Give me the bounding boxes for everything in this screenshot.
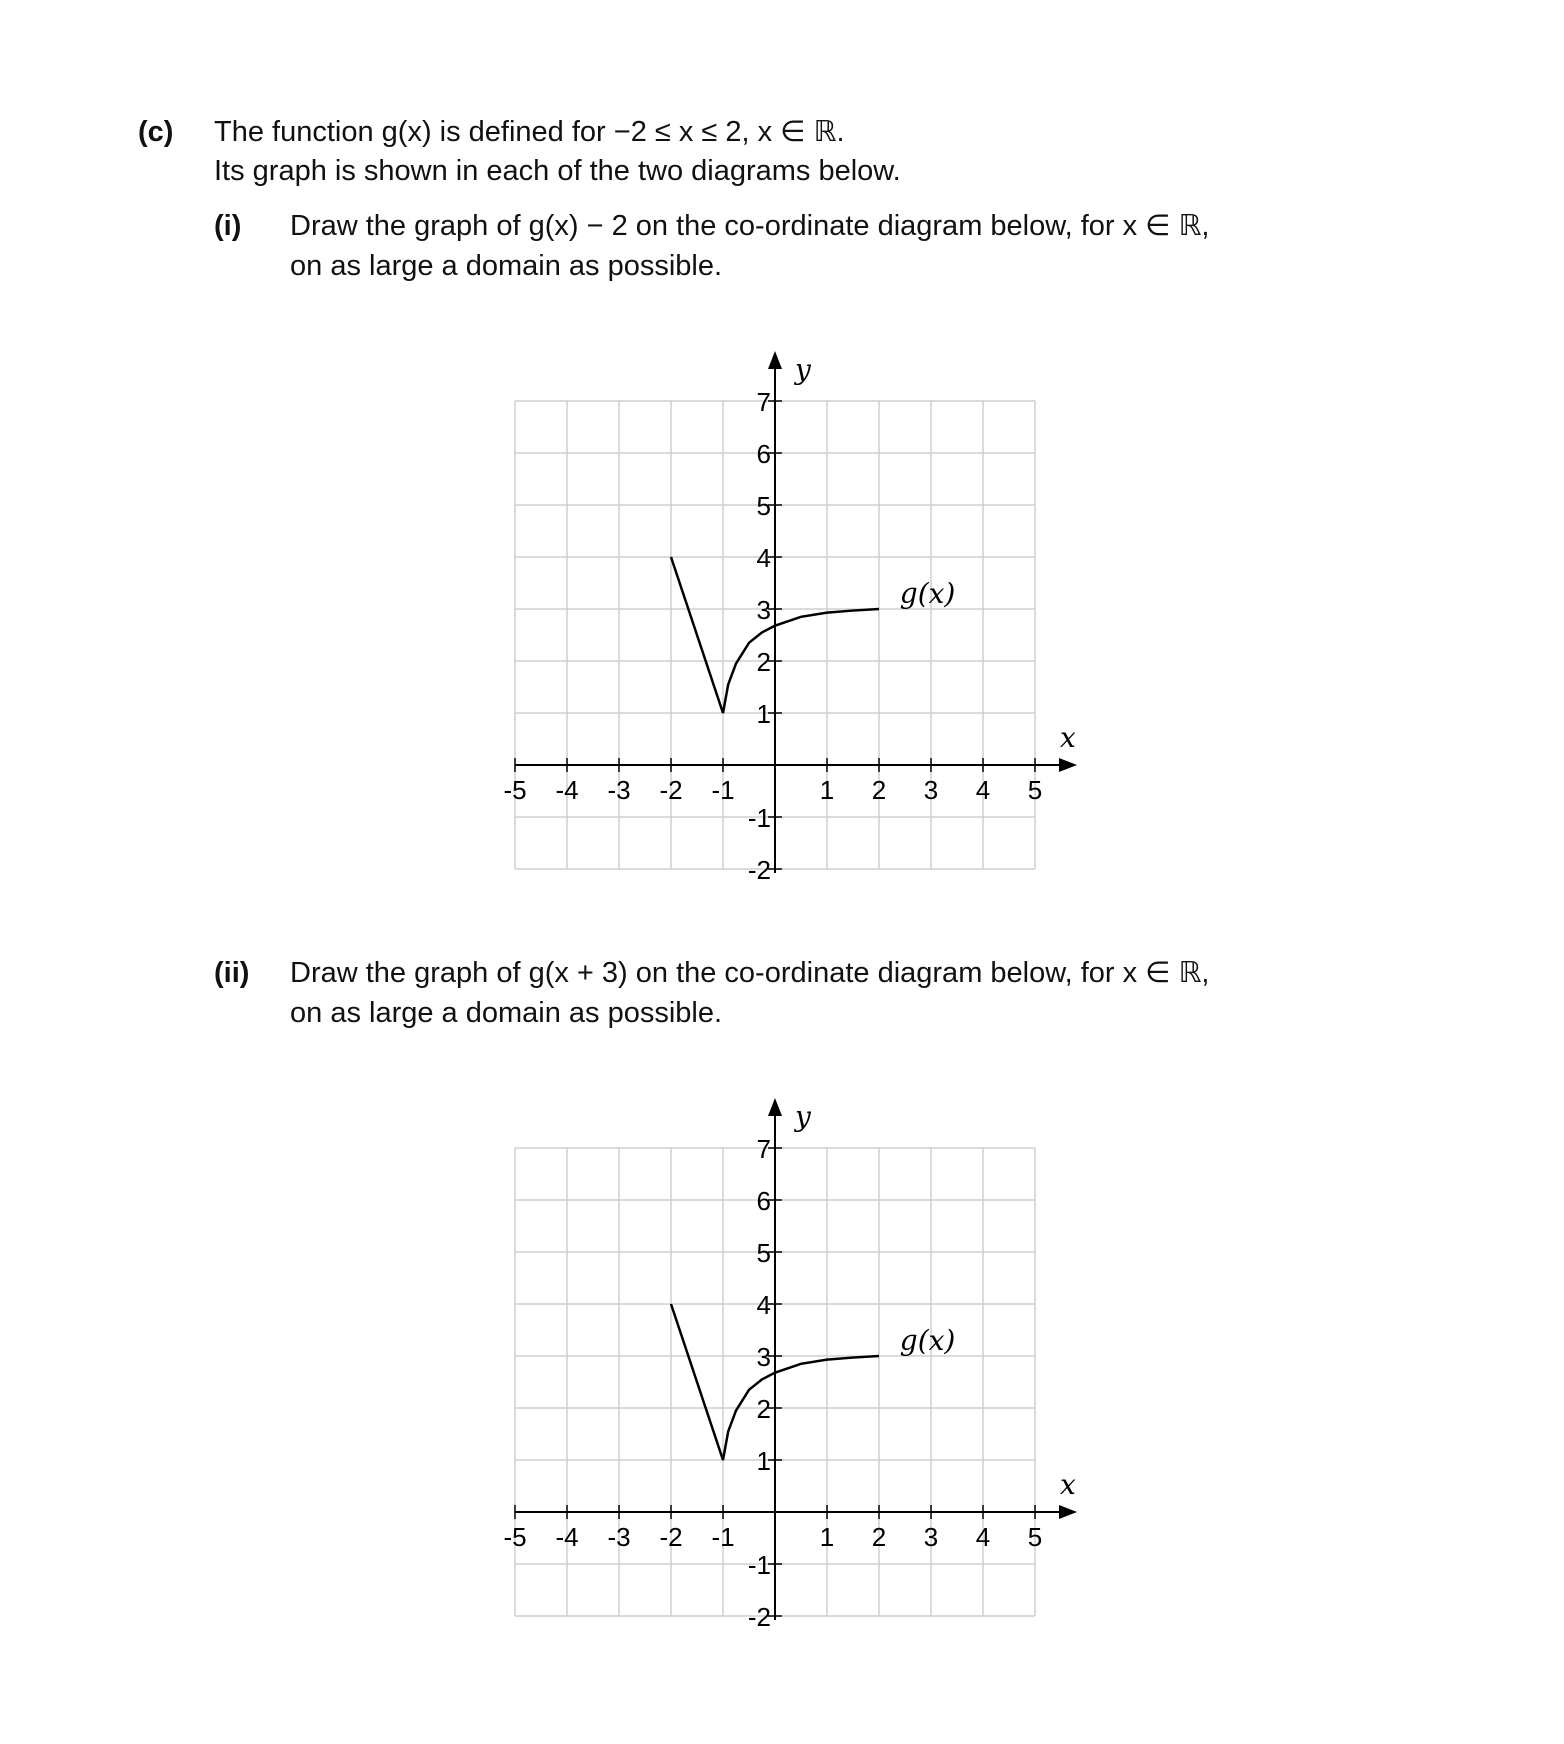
subpart-label-ii: (ii) (214, 957, 250, 989)
x-axis-arrow (1059, 1505, 1077, 1519)
x-tick-label: 4 (975, 1522, 991, 1552)
x-tick-label: -3 (607, 775, 631, 805)
y-tick-label: 3 (756, 1342, 771, 1372)
x-tick-label: 1 (819, 1522, 835, 1552)
x-axis-label: x (1060, 721, 1076, 754)
coordinate-diagram-i (0, 340, 1564, 960)
y-tick-label: 5 (756, 1238, 771, 1268)
x-tick-label: 3 (923, 1522, 939, 1552)
y-tick-label: 4 (756, 1290, 771, 1320)
x-tick-label: -5 (503, 1522, 527, 1552)
y-tick-label: -1 (747, 803, 771, 833)
x-tick-label: -1 (711, 1522, 735, 1552)
x-tick-label: 3 (923, 775, 939, 805)
x-axis-arrow (1059, 758, 1077, 772)
y-tick-label: -2 (747, 1602, 771, 1632)
part-label: (c) (138, 116, 174, 148)
x-tick-label: 4 (975, 775, 991, 805)
y-tick-label: 3 (756, 595, 771, 625)
y-tick-label: 7 (756, 1134, 771, 1164)
x-tick-label: -5 (503, 775, 527, 805)
x-tick-label: 2 (871, 1522, 887, 1552)
y-axis-arrow (768, 351, 782, 369)
y-axis-label: y (795, 1100, 811, 1133)
subpart-ii-line-2: on as large a domain as possible. (290, 997, 723, 1029)
y-tick-label: -1 (747, 1550, 771, 1580)
y-tick-label: 1 (756, 1446, 771, 1476)
y-tick-label: -2 (747, 855, 771, 885)
y-tick-label: 1 (756, 699, 771, 729)
intro-line-1: The function g(x) is defined for −2 ≤ x ≤ 2, x ∈ ℝ. (214, 116, 845, 148)
subpart-i-line-1: Draw the graph of g(x) − 2 on the co-ordinate diagram below, for x ∈ ℝ, (290, 210, 1210, 242)
subpart-i-line-2: on as large a domain as possible. (290, 250, 723, 282)
x-tick-label: 5 (1027, 1522, 1043, 1552)
x-tick-label: 1 (819, 775, 835, 805)
x-tick-label: -4 (555, 775, 579, 805)
subpart-label-i: (i) (214, 210, 242, 242)
y-tick-label: 4 (756, 543, 771, 573)
coordinate-diagram-ii (0, 1087, 1564, 1707)
x-tick-label: -4 (555, 1522, 579, 1552)
y-axis-arrow (768, 1098, 782, 1116)
curve-label: g(x) (899, 577, 956, 610)
y-tick-label: 2 (756, 647, 771, 677)
x-axis-label: x (1060, 1468, 1076, 1501)
y-tick-label: 6 (756, 1186, 771, 1216)
curve-label: g(x) (899, 1324, 956, 1357)
x-tick-label: 2 (871, 775, 887, 805)
y-tick-label: 6 (756, 439, 771, 469)
x-tick-label: -3 (607, 1522, 631, 1552)
y-tick-label: 2 (756, 1394, 771, 1424)
y-axis-label: y (795, 353, 811, 386)
y-tick-label: 5 (756, 491, 771, 521)
intro-line-2: Its graph is shown in each of the two diagrams below. (214, 155, 901, 187)
x-tick-label: 5 (1027, 775, 1043, 805)
y-tick-label: 7 (756, 387, 771, 417)
x-tick-label: -2 (659, 1522, 683, 1552)
x-tick-label: -1 (711, 775, 735, 805)
subpart-ii-line-1: Draw the graph of g(x + 3) on the co-ordinate diagram below, for x ∈ ℝ, (290, 957, 1210, 989)
x-tick-label: -2 (659, 775, 683, 805)
